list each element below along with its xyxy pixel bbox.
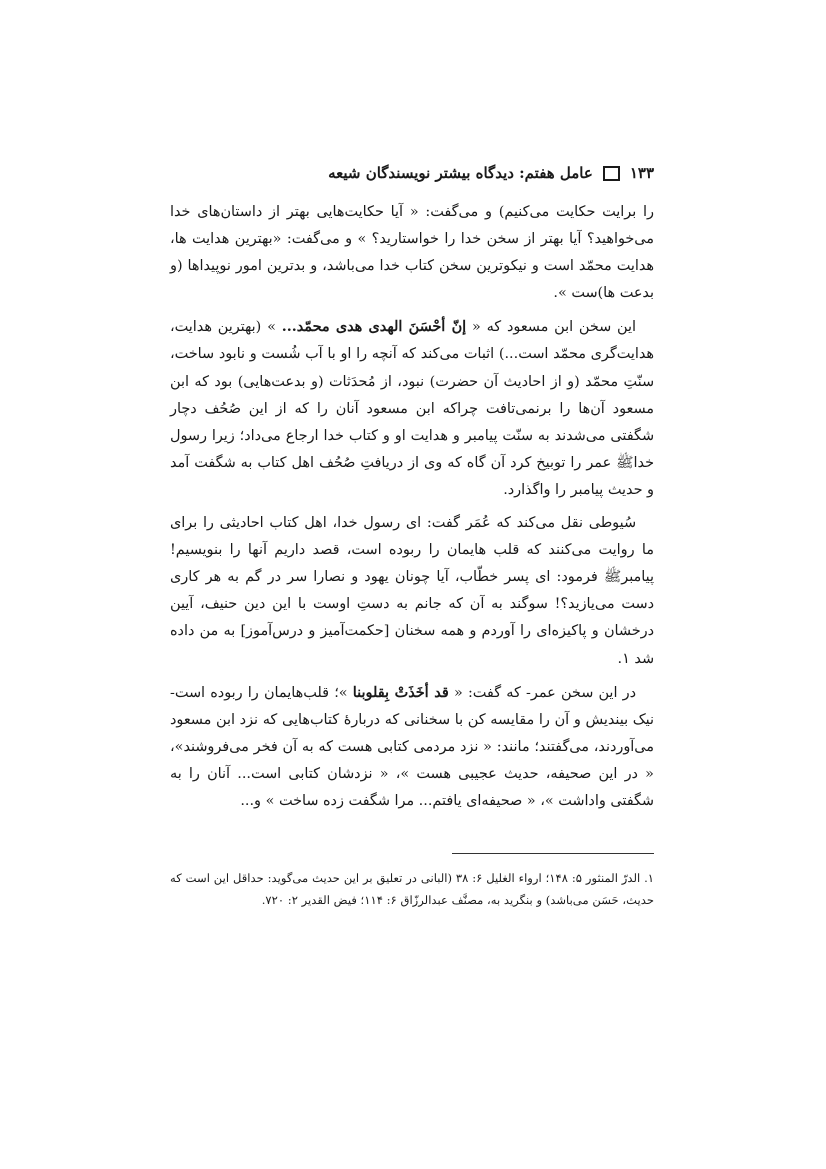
- footnote-text: ۱. الدرّ المنثور ۵: ۱۴۸؛ ارواء الغلیل ۶: ۳۸ (البانی در تعلیق بر این حدیث می‌گوید: حداقل این است که حدیث، حَسَن می‌باشد) و بنگرید به، مصنَّف عبدالرزّاق ۶: ۱۱۴؛ فیض القدیر ۲: ۷۲۰.: [170, 871, 655, 907]
- paragraph-2-pre: این سخن ابن مسعود که «: [466, 319, 636, 336]
- paragraph-2-post: » (بهترین هدایت، هدایت‌گری محمّد است...) اثبات می‌کند که آنچه را او با آب شُست و نابود ساخت، سنّتِ محمّد (و از احادیث آن حضرت) نبود، از مُحدَثات (و بدعت‌هایی) بود که ابن مسعود آن‌ها را برنمی‌تافت چراکه ابن مسعود آنان را که از این صُحُف دچار شگفتی می‌شدند به سنّت پیامبر و هدایت او و کتاب خدا ارجاع می‌داد؛ زیرا رسول خداﷺ عمر را توبیخ کرد آن گاه که وی از دریافتِ صُحُف اهل کتاب به شگفت آمد و حدیث پیامبر را واگذارد.: [170, 319, 654, 498]
- paragraph-2-quote: إنّ أحْسَنَ الهدی هدی محمّد...: [281, 318, 467, 336]
- paragraph-3: سُیوطی نقل می‌کند که عُمَر گفت: ای رسول خدا، اهل کتاب احادیثی را برای ما روایت می‌کنند که قلب هایمان را ربوده است، قصد داریم آنها را بنویسیم! پیامبرﷺ فرمود: ای پسر خطّاب، آیا چونان یهود و نصارا سر در گم به هر کاری دست می‌یازید؟! سوگند به آن که جانم به دستِ اوست با این دین حنیف، آیین درخشان و پاکیزه‌ای را آوردم و همه سخنان [حکمت‌آمیز و درس‌آموز] به من داده شد ۱.: [170, 515, 654, 667]
- paragraph-1: را برایت حکایت می‌کنیم) و می‌گفت: « آیا حکایت‌هایی بهتر از داستان‌های خدا می‌خواهید؟ آیا بهتر از سخن خدا را خواستارید؟ » و می‌گفت: «بهترین هدایت ها، هدایت محمّد است و نیکوترین سخن کتاب خدا می‌باشد، و بدترین امور نوپیداها (و بدعت ها)ست ».: [170, 204, 654, 302]
- main-text: [170, 199, 654, 815]
- paragraph-4-pre: در این سخن عمر- که گفت: «: [448, 684, 637, 701]
- square-icon: [603, 166, 620, 181]
- footnote-divider: [452, 853, 654, 854]
- page-number: ۱۳۳: [629, 164, 654, 182]
- footnote: [170, 867, 654, 911]
- page-header: [170, 160, 654, 186]
- running-title: عامل هفتم: دیدگاه بیشتر نویسندگان شیعه: [328, 164, 593, 182]
- paragraph-2: [170, 313, 654, 504]
- paragraph-4-quote: قد أخَذَتْ بِقلوبنا: [352, 683, 449, 701]
- paragraph-4-post: »؛ قلب‌هایمان را ربوده است- نیک بیندیش و آن را مقایسه کن با سخنانی که دربارهٔ کتاب‌هایی که نزد ابن مسعود می‌آوردند، می‌گفتند؛ مانند: « نزد مردمی کتابی هست که به آن فخر می‌فروشند»، « در این صحیفه، حدیث عجیبی هست »، « نزدشان کتابی است... آنان را به شگفتی واداشت »، « صحیفه‌ای یافتم... مرا شگفت زده ساخت » و...: [170, 684, 654, 809]
- paragraph-4: [170, 679, 654, 815]
